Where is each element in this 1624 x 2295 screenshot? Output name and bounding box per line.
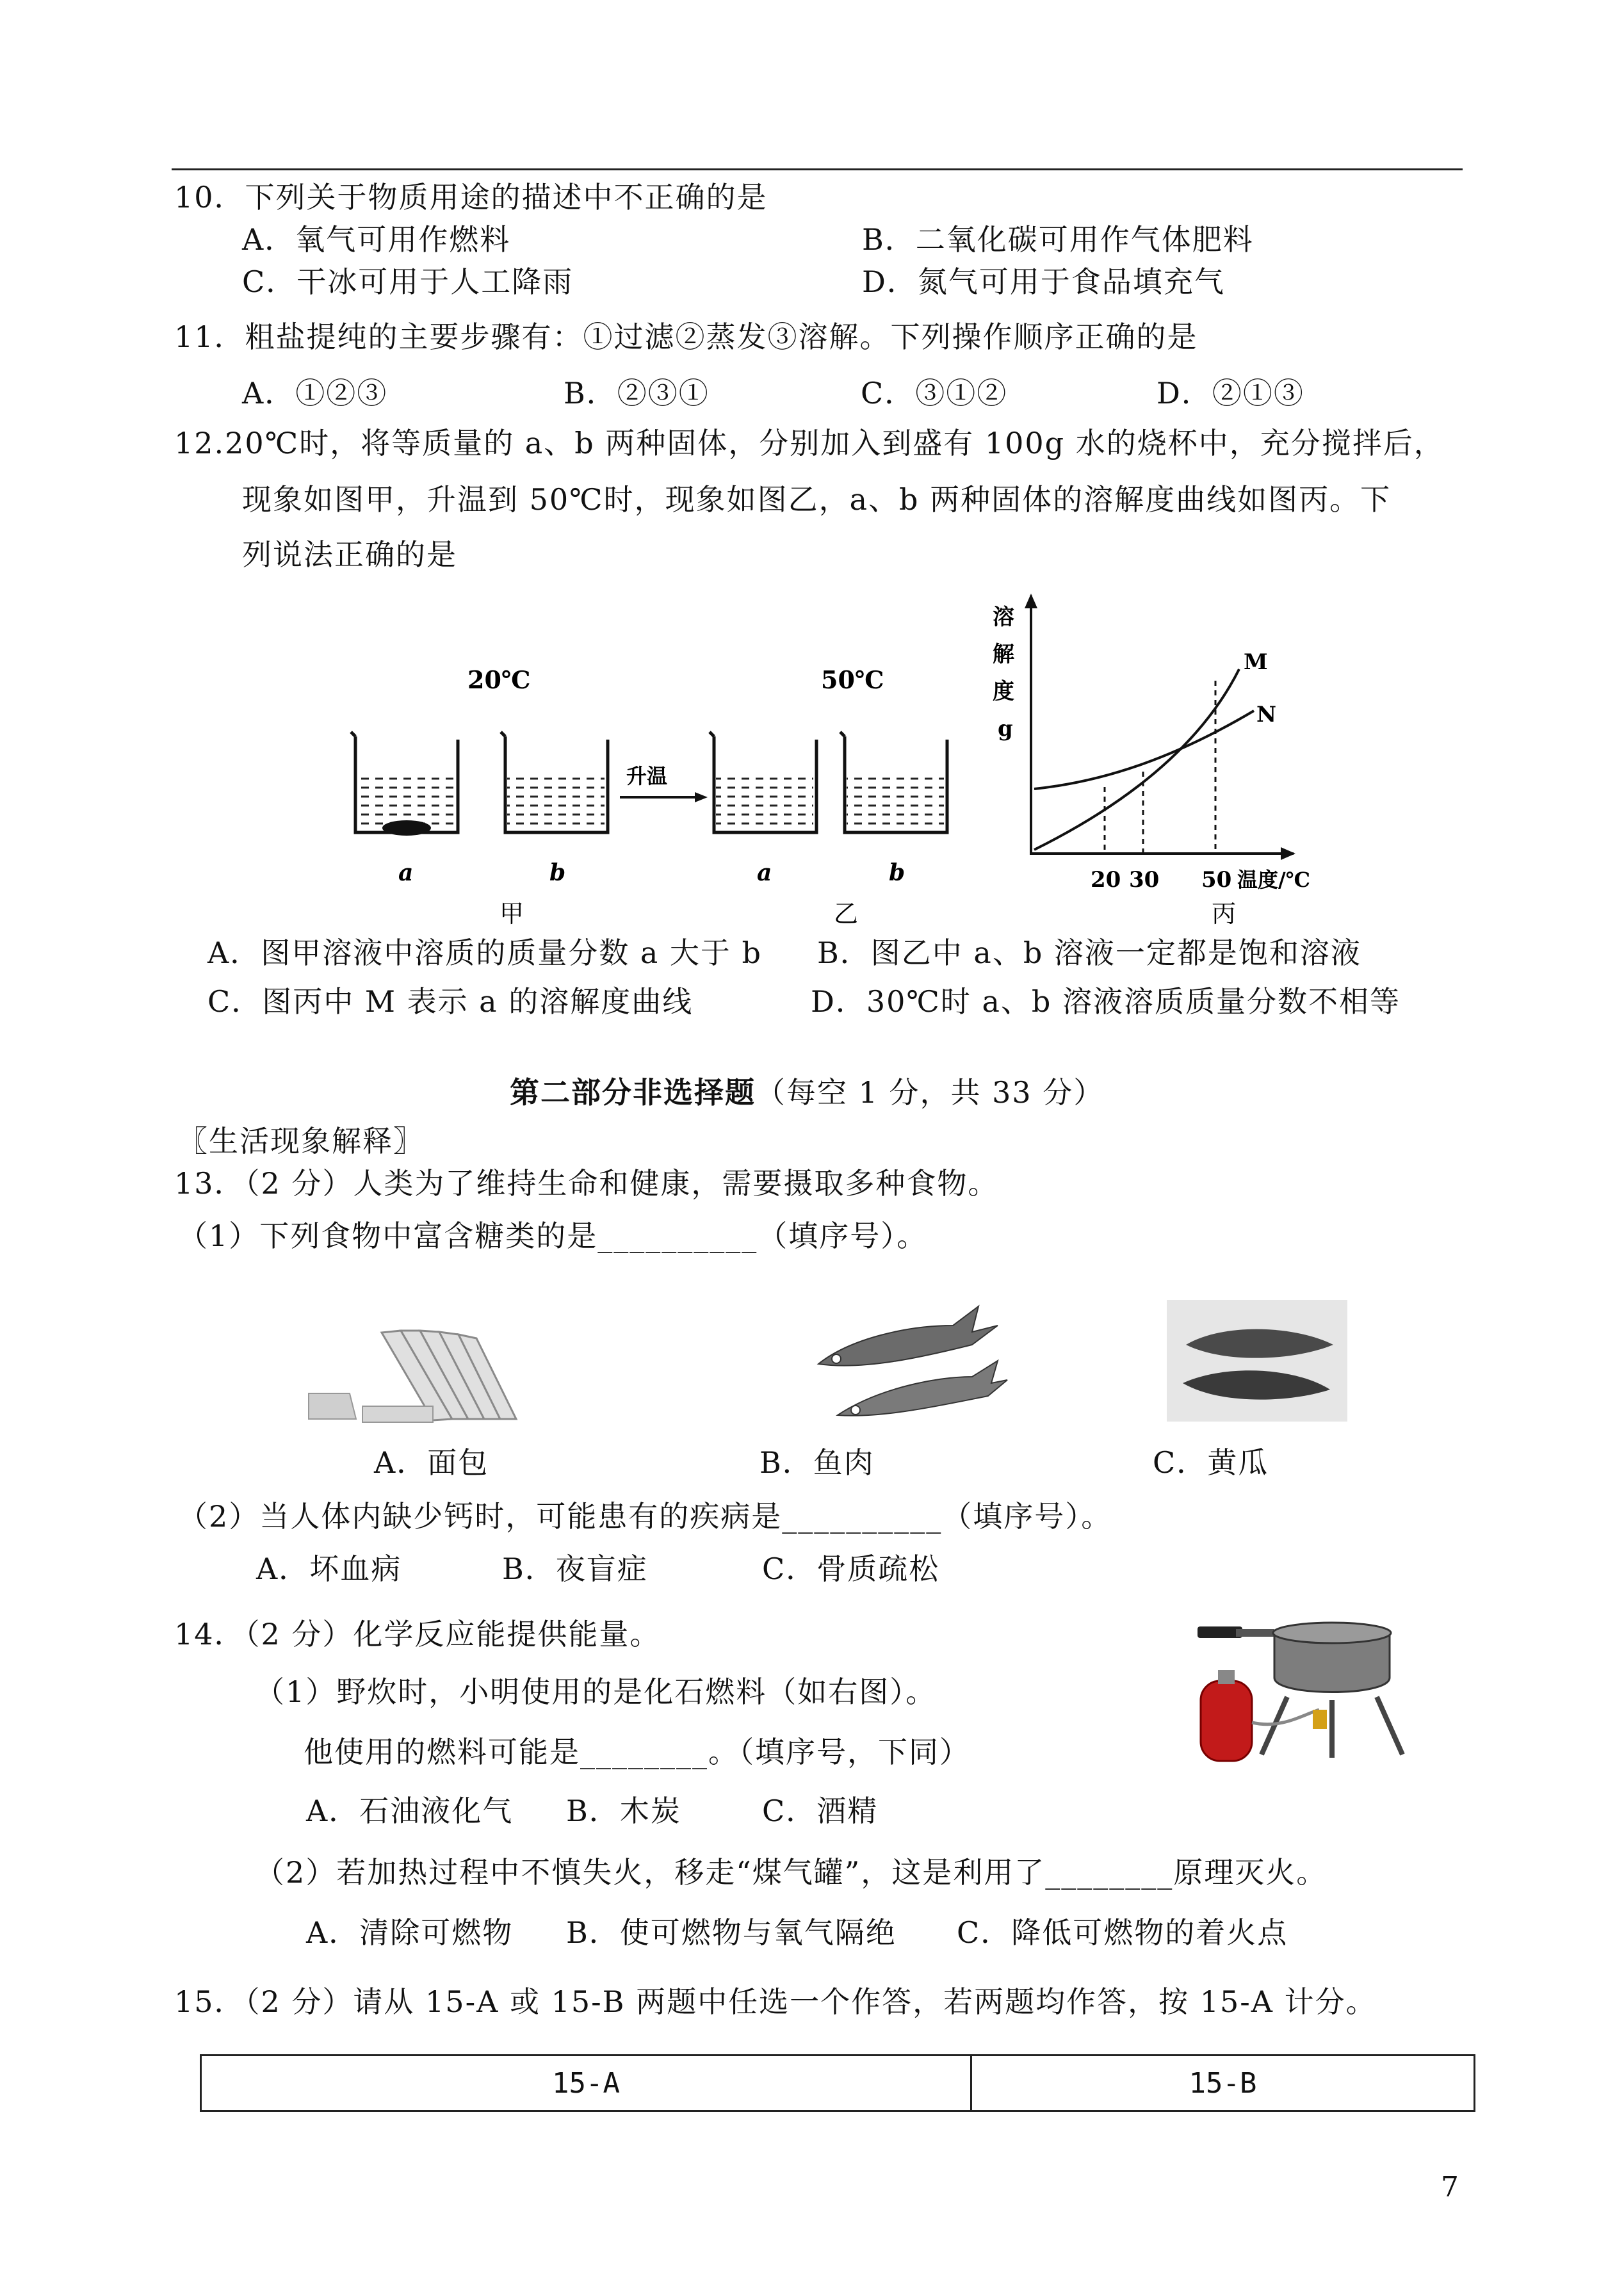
ylabel-char-3: 度 [993, 679, 1014, 704]
q11-option-c: C．③①② [861, 376, 1008, 410]
curve-n [1034, 711, 1254, 789]
q15-answer-table [200, 2054, 1475, 2112]
camping-stove-image [1191, 1620, 1447, 1774]
q14-sub1-a: （1）野炊时，小明使用的是化石燃料（如右图）。 [255, 1675, 937, 1709]
q13-sub2-option-a: A．坏血病 [256, 1552, 402, 1586]
beaker-b-50c [840, 732, 947, 832]
q10-stem: 10．下列关于物质用途的描述中不正确的是 [174, 180, 768, 215]
group-label-bing: 丙 [1212, 900, 1237, 928]
q12-option-a: A．图甲溶液中溶质的质量分数 a 大于 b [207, 936, 762, 970]
part2-scoring: （每空 1 分，共 33 分） [756, 1075, 1105, 1110]
q14-stem: 14．（2 分）化学反应能提供能量。 [174, 1617, 661, 1651]
q12-stem-line-2: 现象如图甲，升温到 50℃时，现象如图乙，a、b 两种固体的溶解度曲线如图丙。下 [242, 482, 1392, 517]
q12-option-d: D．30℃时 a、b 溶液溶质质量分数不相等 [811, 984, 1401, 1019]
section-life-heading: 〖生活现象解释〗 [178, 1124, 424, 1158]
q12-option-b: B．图乙中 a、b 溶液一定都是饱和溶液 [817, 936, 1361, 970]
q10-option-a: A．氧气可用作燃料 [242, 222, 511, 257]
q14-sub2-option-a: A．清除可燃物 [306, 1915, 514, 1950]
q12-stem-line-3: 列说法正确的是 [242, 537, 457, 572]
beaker-label-a-1: a [398, 859, 414, 886]
beaker-label-a-2: a [757, 859, 772, 886]
ylabel-char-2: 解 [993, 642, 1014, 667]
q14-sub2-option-b: B．使可燃物与氧气隔绝 [566, 1915, 897, 1950]
curve-label-m: M [1244, 649, 1268, 675]
q15-cell-b: 15-B [971, 2056, 1475, 2111]
q14-sub2: （2）若加热过程中不慎失火，移走“煤气罐”，这是利用了________原理灭火。 [255, 1855, 1328, 1890]
x-tick-30: 30 [1129, 867, 1160, 893]
group-label-yi: 乙 [834, 900, 859, 928]
heating-arrow-label: 升温 [626, 764, 668, 788]
heating-arrow [620, 764, 708, 802]
q15-stem: 15．（2 分）请从 15-A 或 15-B 两题中任选一个作答，若两题均作答，按 15-A 计分。 [174, 1984, 1377, 2019]
q13-sub1: （1）下列食物中富含糖类的是__________（填序号）。 [178, 1219, 928, 1253]
beaker-label-b-2: b [889, 859, 905, 886]
q13-sub2-option-c: C．骨质疏松 [762, 1552, 940, 1586]
beaker-a-20c [351, 732, 458, 836]
x-tick-50: 50 [1201, 867, 1232, 893]
q12-figure [346, 586, 1332, 932]
q10-option-c: C．干冰可用于人工降雨 [242, 264, 574, 299]
q13-food-option-b: B．鱼肉 [759, 1445, 875, 1480]
q13-sub2: （2）当人体内缺少钙时，可能患有的疾病是__________（填序号）。 [178, 1499, 1112, 1534]
temp-50-label: 50℃ [821, 665, 884, 694]
q13-stem: 13．（2 分）人类为了维持生命和健康，需要摄取多种食物。 [174, 1166, 999, 1201]
ylabel-char-4: g [998, 716, 1013, 742]
q11-option-a: A．①②③ [242, 376, 388, 410]
q13-food-option-a: A．面包 [374, 1445, 489, 1480]
beaker-a-50c [710, 732, 816, 832]
cucumber-image [1167, 1300, 1347, 1422]
part2-title: 第二部分非选择题 [510, 1075, 756, 1110]
q14-sub1-option-c: C．酒精 [762, 1794, 879, 1828]
q12-stem-line-1: 12.20℃时，将等质量的 a、b 两种固体，分别加入到盛有 100g 水的烧杯中，充分搅拌后， [174, 426, 1445, 460]
x-tick-20: 20 [1091, 867, 1121, 893]
q14-sub1-option-b: B．木炭 [566, 1794, 681, 1828]
q10-option-d: D．氮气可用于食品填充气 [862, 264, 1225, 299]
page-number: 7 [1441, 2171, 1459, 2203]
curve-m [1034, 669, 1239, 850]
beaker-b-20c [501, 732, 608, 832]
q11-option-d: D．②①③ [1157, 376, 1304, 410]
part2-heading [510, 1075, 1104, 1110]
q12-option-c: C．图丙中 M 表示 a 的溶解度曲线 [207, 984, 694, 1019]
x-axis-label: 温度/℃ [1237, 868, 1311, 892]
ylabel-char-1: 溶 [993, 604, 1014, 630]
undissolved-solid [382, 820, 431, 836]
beaker-label-b-1: b [549, 859, 566, 886]
q11-stem: 11．粗盐提纯的主要步骤有：①过滤②蒸发③溶解。下列操作顺序正确的是 [174, 320, 1198, 354]
curve-label-n: N [1256, 702, 1277, 727]
q13-food-option-c: C．黄瓜 [1153, 1445, 1269, 1480]
header-rule [172, 168, 1463, 170]
q11-option-b: B．②③① [564, 376, 710, 410]
bread-image [305, 1323, 523, 1432]
fish-image [812, 1287, 1011, 1428]
solubility-graph [993, 594, 1310, 893]
temp-20-label: 20℃ [467, 665, 531, 694]
q13-sub2-option-b: B．夜盲症 [502, 1552, 648, 1586]
q14-sub1-option-a: A．石油液化气 [306, 1794, 514, 1828]
q14-sub2-option-c: C．降低可燃物的着火点 [957, 1915, 1288, 1950]
q15-cell-a: 15-A [201, 2056, 971, 2111]
q14-sub1-b: 他使用的燃料可能是________。（填序号，下同） [304, 1735, 970, 1769]
q10-option-b: B．二氧化碳可用作气体肥料 [862, 222, 1254, 257]
group-label-jia: 甲 [499, 900, 524, 928]
